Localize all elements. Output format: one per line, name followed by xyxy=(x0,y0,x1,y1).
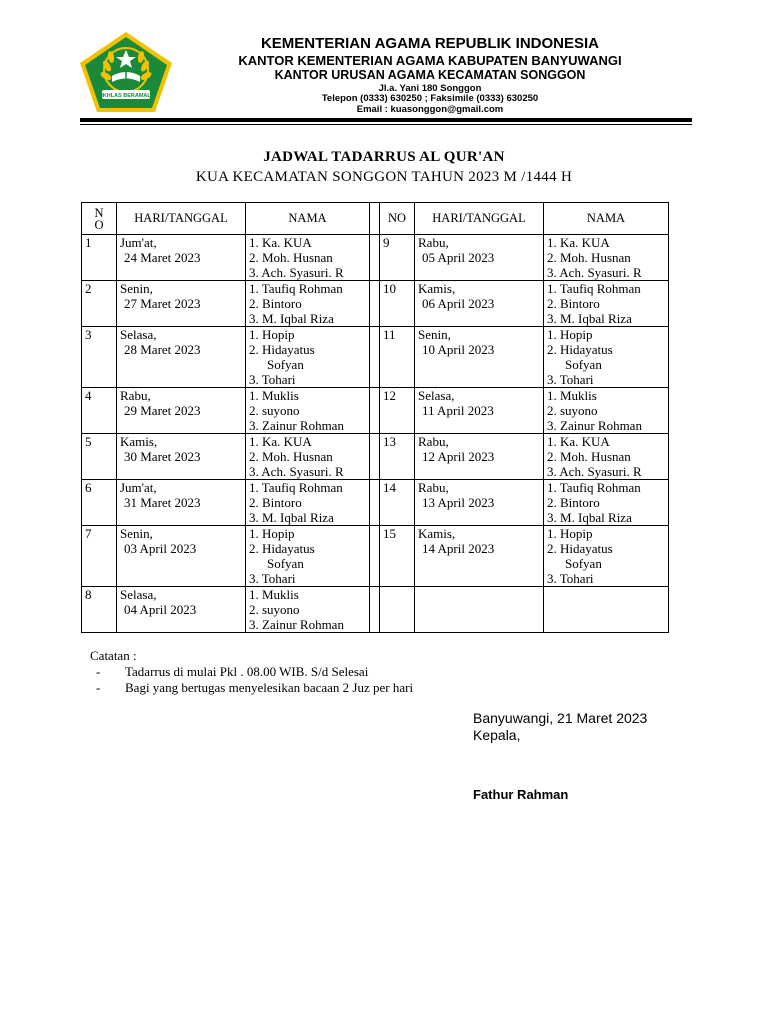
header-day-2: HARI/TANGGAL xyxy=(415,203,544,235)
letterhead-divider-thin xyxy=(80,124,692,125)
cell-day xyxy=(117,587,246,633)
table-row xyxy=(82,327,669,388)
name-line: 1. Hopip xyxy=(547,327,593,342)
name-line: 3. M. Iqbal Riza xyxy=(249,311,334,326)
name-line: 3. Tohari xyxy=(547,372,594,387)
cell-day xyxy=(117,526,246,587)
day-date: 28 Maret 2023 xyxy=(124,342,201,357)
day-name: Kamis, xyxy=(418,526,456,541)
table-row xyxy=(82,434,669,480)
cell-names xyxy=(246,327,370,388)
name-line: Sofyan xyxy=(565,357,602,372)
table-header-row xyxy=(82,203,669,235)
table-row xyxy=(82,388,669,434)
name-line: 3. Ach. Syasuri. R xyxy=(547,265,642,280)
name-line: 3. Tohari xyxy=(547,571,594,586)
day-name: Rabu, xyxy=(418,235,449,250)
notes-heading: Catatan : xyxy=(90,648,137,663)
day-name: Jum'at, xyxy=(120,235,157,250)
logo-motto: IKHLAS BERAMAL xyxy=(101,93,151,99)
cell-day-2 xyxy=(415,434,544,480)
day-name: Rabu, xyxy=(418,434,449,449)
office-email: Email : kuasonggon@gmail.com xyxy=(356,104,504,115)
name-line: 1. Hopip xyxy=(249,327,295,342)
header-day: HARI/TANGGAL xyxy=(117,203,246,235)
cell-no-2: 10 xyxy=(380,281,415,327)
office-phone: Telepon (0333) 630250 ; Faksimile (0333) 630250 xyxy=(321,93,539,104)
name-line: 2. suyono xyxy=(249,602,300,617)
notes-section xyxy=(90,648,413,696)
cell-day-2 xyxy=(415,388,544,434)
cell-names-2 xyxy=(544,281,669,327)
cell-no-2: 13 xyxy=(380,434,415,480)
name-line: 3. M. Iqbal Riza xyxy=(547,311,632,326)
day-date: 11 April 2023 xyxy=(422,403,494,418)
day-name: Rabu, xyxy=(418,480,449,495)
name-line: 2. Moh. Husnan xyxy=(547,449,631,464)
name-line: 2. Bintoro xyxy=(249,296,302,311)
day-date: 24 Maret 2023 xyxy=(124,250,201,265)
header-no-2: NO xyxy=(380,203,415,235)
note-text: Bagi yang bertugas menyelesikan bacaan 2 Juz per hari xyxy=(125,680,414,695)
name-line: 3. Tohari xyxy=(249,571,296,586)
day-name: Senin, xyxy=(120,281,153,296)
name-line: 1. Taufiq Rohman xyxy=(249,480,343,495)
cell-day xyxy=(117,434,246,480)
day-name: Kamis, xyxy=(120,434,158,449)
day-date: 13 April 2023 xyxy=(422,495,495,510)
cell-names xyxy=(246,480,370,526)
header-no: N O xyxy=(82,203,117,235)
name-line: 2. Hidayatus xyxy=(249,541,315,556)
cell-day xyxy=(117,480,246,526)
day-date: 04 April 2023 xyxy=(124,602,197,617)
name-line: 3. Zainur Rohman xyxy=(249,418,344,433)
cell-names-2 xyxy=(544,480,669,526)
note-bullet: - xyxy=(96,664,101,679)
cell-names xyxy=(246,587,370,633)
name-line: 1. Taufiq Rohman xyxy=(547,480,641,495)
name-line: 1. Ka. KUA xyxy=(547,434,610,449)
name-line: 2. Moh. Husnan xyxy=(249,250,333,265)
cell-day xyxy=(117,388,246,434)
column-gap xyxy=(370,434,380,480)
name-line: 1. Muklis xyxy=(547,388,597,403)
cell-no: 3 xyxy=(82,327,117,388)
name-line: 3. M. Iqbal Riza xyxy=(547,510,632,525)
cell-no: 1 xyxy=(82,235,117,281)
cell-no: 8 xyxy=(82,587,117,633)
cell-day-2 xyxy=(415,327,544,388)
cell-no: 7 xyxy=(82,526,117,587)
office-address: Jl.a. Yani 180 Songgon xyxy=(378,83,482,94)
column-gap xyxy=(370,235,380,281)
column-gap xyxy=(370,281,380,327)
note-bullet: - xyxy=(96,680,101,695)
cell-no: 2 xyxy=(82,281,117,327)
day-name: Senin, xyxy=(120,526,153,541)
cell-no: 4 xyxy=(82,388,117,434)
table-row xyxy=(82,235,669,281)
name-line: 1. Ka. KUA xyxy=(547,235,610,250)
cell-names-2 xyxy=(544,235,669,281)
column-gap xyxy=(370,388,380,434)
name-line: 3. Tohari xyxy=(249,372,296,387)
day-date: 12 April 2023 xyxy=(422,449,495,464)
cell-day-2 xyxy=(415,235,544,281)
day-date: 03 April 2023 xyxy=(124,541,197,556)
name-line: 2. Moh. Husnan xyxy=(547,250,631,265)
column-gap xyxy=(370,587,380,633)
cell-no-2: 15 xyxy=(380,526,415,587)
day-date: 31 Maret 2023 xyxy=(124,495,201,510)
cell-names xyxy=(246,388,370,434)
cell-no: 6 xyxy=(82,480,117,526)
district-office-title: KANTOR URUSAN AGAMA KECAMATAN SONGGON xyxy=(274,68,586,82)
day-name: Selasa, xyxy=(120,327,157,342)
day-date: 06 April 2023 xyxy=(422,296,495,311)
name-line: 2. Hidayatus xyxy=(547,541,613,556)
name-line: 2. suyono xyxy=(249,403,300,418)
table-row xyxy=(82,281,669,327)
signature-position: Kepala, xyxy=(473,727,521,743)
cell-day-2 xyxy=(415,587,544,633)
day-date: 30 Maret 2023 xyxy=(124,449,201,464)
day-date: 27 Maret 2023 xyxy=(124,296,201,311)
name-line: 2. Hidayatus xyxy=(249,342,315,357)
column-gap xyxy=(370,203,380,235)
name-line: 1. Ka. KUA xyxy=(249,434,312,449)
column-gap xyxy=(370,480,380,526)
cell-no-2: 12 xyxy=(380,388,415,434)
document-title: JADWAL TADARRUS AL QUR'AN xyxy=(263,149,505,165)
name-line: 2. Bintoro xyxy=(249,495,302,510)
column-gap xyxy=(370,526,380,587)
column-gap xyxy=(370,327,380,388)
ministry-title: KEMENTERIAN AGAMA REPUBLIK INDONESIA xyxy=(260,35,600,52)
cell-day-2 xyxy=(415,526,544,587)
name-line: 1. Taufiq Rohman xyxy=(547,281,641,296)
name-line: 1. Hopip xyxy=(547,526,593,541)
name-line: 3. Zainur Rohman xyxy=(249,617,344,632)
day-name: Kamis, xyxy=(418,281,456,296)
schedule-body xyxy=(82,235,669,633)
cell-names xyxy=(246,434,370,480)
name-line: 3. Ach. Syasuri. R xyxy=(249,464,344,479)
name-line: 1. Hopip xyxy=(249,526,295,541)
cell-no-2: 14 xyxy=(380,480,415,526)
cell-day xyxy=(117,281,246,327)
cell-no-2 xyxy=(380,587,415,633)
name-line: 1. Muklis xyxy=(249,587,299,602)
table-row xyxy=(82,480,669,526)
name-line: Sofyan xyxy=(565,556,602,571)
kemenag-logo-icon xyxy=(78,30,174,114)
cell-no: 5 xyxy=(82,434,117,480)
name-line: 2. Bintoro xyxy=(547,296,600,311)
header-name-2: NAMA xyxy=(544,203,669,235)
day-date: 29 Maret 2023 xyxy=(124,403,201,418)
note-item xyxy=(90,680,413,696)
note-item xyxy=(90,664,413,680)
day-date: 10 April 2023 xyxy=(422,342,495,357)
cell-day-2 xyxy=(415,480,544,526)
name-line: 3. Ach. Syasuri. R xyxy=(249,265,344,280)
day-name: Rabu, xyxy=(120,388,151,403)
cell-day-2 xyxy=(415,281,544,327)
name-line: 2. Hidayatus xyxy=(547,342,613,357)
day-date: 14 April 2023 xyxy=(422,541,495,556)
signatory-name: Fathur Rahman xyxy=(473,787,569,802)
cell-names-2 xyxy=(544,327,669,388)
name-line: 2. Moh. Husnan xyxy=(249,449,333,464)
day-date: 05 April 2023 xyxy=(422,250,495,265)
cell-names-2 xyxy=(544,587,669,633)
name-line: 3. M. Iqbal Riza xyxy=(249,510,334,525)
table-row xyxy=(82,526,669,587)
header-name: NAMA xyxy=(246,203,370,235)
cell-names xyxy=(246,526,370,587)
name-line: Sofyan xyxy=(267,357,304,372)
letterhead-divider-thick xyxy=(80,118,692,122)
cell-names-2 xyxy=(544,526,669,587)
name-line: 1. Taufiq Rohman xyxy=(249,281,343,296)
name-line: 2. suyono xyxy=(547,403,598,418)
cell-no-2: 9 xyxy=(380,235,415,281)
document-subtitle: KUA KECAMATAN SONGGON TAHUN 2023 M /1444 H xyxy=(195,169,573,185)
cell-names xyxy=(246,281,370,327)
cell-day xyxy=(117,327,246,388)
cell-no-2: 11 xyxy=(380,327,415,388)
name-line: 2. Bintoro xyxy=(547,495,600,510)
day-name: Selasa, xyxy=(120,587,157,602)
day-name: Jum'at, xyxy=(120,480,157,495)
regency-office-title: KANTOR KEMENTERIAN AGAMA KABUPATEN BANYUWANGI xyxy=(238,53,622,68)
cell-names xyxy=(246,235,370,281)
name-line: 3. Ach. Syasuri. R xyxy=(547,464,642,479)
cell-day xyxy=(117,235,246,281)
name-line: 3. Zainur Rohman xyxy=(547,418,642,433)
table-row xyxy=(82,587,669,633)
name-line: Sofyan xyxy=(267,556,304,571)
cell-names-2 xyxy=(544,388,669,434)
day-name: Selasa, xyxy=(418,388,455,403)
signature-place-date: Banyuwangi, 21 Maret 2023 xyxy=(473,710,648,726)
note-text: Tadarrus di mulai Pkl . 08.00 WIB. S/d Selesai xyxy=(125,664,369,679)
day-name: Senin, xyxy=(418,327,451,342)
name-line: 1. Ka. KUA xyxy=(249,235,312,250)
name-line: 1. Muklis xyxy=(249,388,299,403)
cell-names-2 xyxy=(544,434,669,480)
schedule-table xyxy=(81,202,669,633)
